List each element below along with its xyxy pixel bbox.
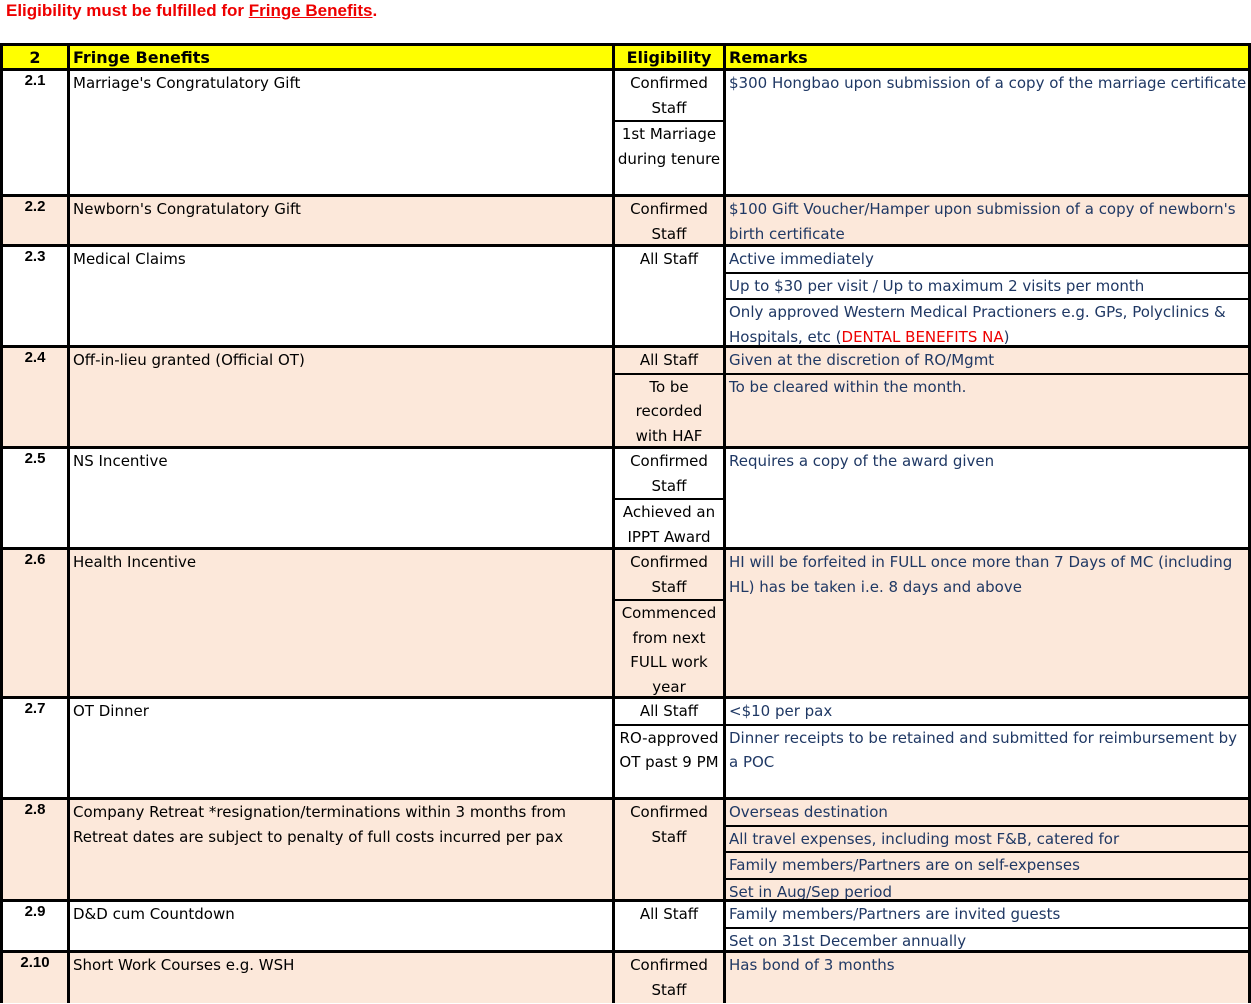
row-number: 2.5 [0,449,67,550]
row-number: 2.10 [0,953,67,1003]
eligibility-cell [612,902,723,953]
eligibility-item: Confirmed Staff [630,803,708,846]
remark-line: $300 Hongbao upon submission of a copy of the marriage certificate [729,74,1247,92]
eligibility-item: Commenced from next FULL work year [615,599,723,699]
remark-line: Family members/Partners are invited guests [729,905,1061,923]
eligibility-item: Confirmed Staff [630,452,708,495]
notice-suffix: . [372,1,378,20]
eligibility-cell [612,197,723,247]
remark-line: Set in Aug/Sep period [726,878,1248,903]
remarks-cell [723,247,1251,348]
eligibility-item: Achieved an IPPT Award [615,498,723,549]
eligibility-item: Confirmed Staff [630,956,708,999]
notice-fringe-benefits-link: Fringe Benefits [248,1,373,20]
remarks-cell [723,71,1251,197]
eligibility-notice [6,0,377,22]
header-remarks: Remarks [723,43,1251,71]
eligibility-cell [612,348,723,449]
notice-prefix: Eligibility must be fulfilled for [6,1,249,20]
remarks-cell [723,197,1251,247]
eligibility-cell [612,71,723,197]
benefit-name: Medical Claims [67,247,612,348]
remark-line: Dinner receipts to be retained and submitted for reimbursement by a POC [726,724,1248,798]
remarks-cell [723,348,1251,449]
remarks-cell [723,550,1251,699]
remarks-cell [723,699,1251,800]
benefit-name: Marriage's Congratulatory Gift [67,71,612,197]
eligibility-cell [612,550,723,699]
eligibility-item: Confirmed Staff [630,74,708,117]
remark-line [726,298,1248,348]
header-eligibility: Eligibility [612,43,723,71]
eligibility-cell [612,699,723,800]
eligibility-cell [612,449,723,550]
eligibility-item: All Staff [639,702,699,720]
remarks-cell [723,800,1251,902]
dental-benefits-na-warning: DENTAL BENEFITS NA [841,327,1004,346]
benefit-name: NS Incentive [67,449,612,550]
remarks-cell [723,449,1251,550]
eligibility-item: All Staff [639,351,699,369]
benefit-name: D&D cum Countdown [67,902,612,953]
remark-line: To be cleared within the month. [726,373,1248,447]
remark-line: All travel expenses, including most F&B, catered for [726,825,1248,852]
benefit-name: Health Incentive [67,550,612,699]
remark-line: Requires a copy of the award given [729,452,995,470]
eligibility-cell [612,247,723,348]
row-number: 2.2 [0,197,67,247]
benefit-name: Newborn's Congratulatory Gift [67,197,612,247]
eligibility-item: Confirmed Staff [630,200,708,243]
remark-line: Active immediately [729,250,874,268]
remark-line: Set on 31st December annually [726,927,1248,954]
remark-line: HI will be forfeited in FULL once more than 7 Days of MC (including HL) has be taken i.e. 8 days and above [729,553,1233,596]
remarks-cell [723,953,1251,1003]
benefit-name: Company Retreat *resignation/terminations within 3 months from Retreat dates are subject to penalty of full costs incurred per pax [67,800,612,902]
eligibility-item: All Staff [639,905,699,923]
remark-text: Only approved Western Medical Practioners e.g. GPs, Polyclinics & Hospitals, etc ( [729,303,1226,346]
row-number: 2.7 [0,699,67,800]
remark-line: Has bond of 3 months [729,956,895,974]
row-number: 2.6 [0,550,67,699]
fringe-benefits-table [0,43,1251,1003]
eligibility-cell [612,953,723,1003]
row-number: 2.9 [0,902,67,953]
row-number: 2.8 [0,800,67,902]
benefit-name: Short Work Courses e.g. WSH [67,953,612,1003]
eligibility-item: All Staff [639,250,699,268]
header-fringe-benefits: Fringe Benefits [67,43,612,71]
row-number: 2.1 [0,71,67,197]
benefit-name: OT Dinner [67,699,612,800]
remark-line: Up to $30 per visit / Up to maximum 2 visits per month [726,272,1248,299]
remark-line: <$10 per pax [729,702,833,720]
remark-line: Family members/Partners are on self-expenses [726,851,1248,878]
row-number: 2.3 [0,247,67,348]
eligibility-item: RO-approved OT past 9 PM [615,724,723,775]
row-number: 2.4 [0,348,67,449]
remark-line: $100 Gift Voucher/Hamper upon submission of a copy of newborn's birth certificate [729,200,1236,243]
eligibility-item: 1st Marriage during tenure [615,120,723,171]
remark-line: Given at the discretion of RO/Mgmt [729,351,995,369]
eligibility-cell [612,800,723,902]
benefit-name: Off-in-lieu granted (Official OT) [67,348,612,449]
remark-text: ) [1003,327,1010,346]
remarks-cell [723,902,1251,953]
eligibility-item: Confirmed Staff [630,553,708,596]
eligibility-item: To be recorded with HAF [615,373,723,449]
header-section-number: 2 [0,43,67,71]
remark-line: Overseas destination [729,803,888,821]
